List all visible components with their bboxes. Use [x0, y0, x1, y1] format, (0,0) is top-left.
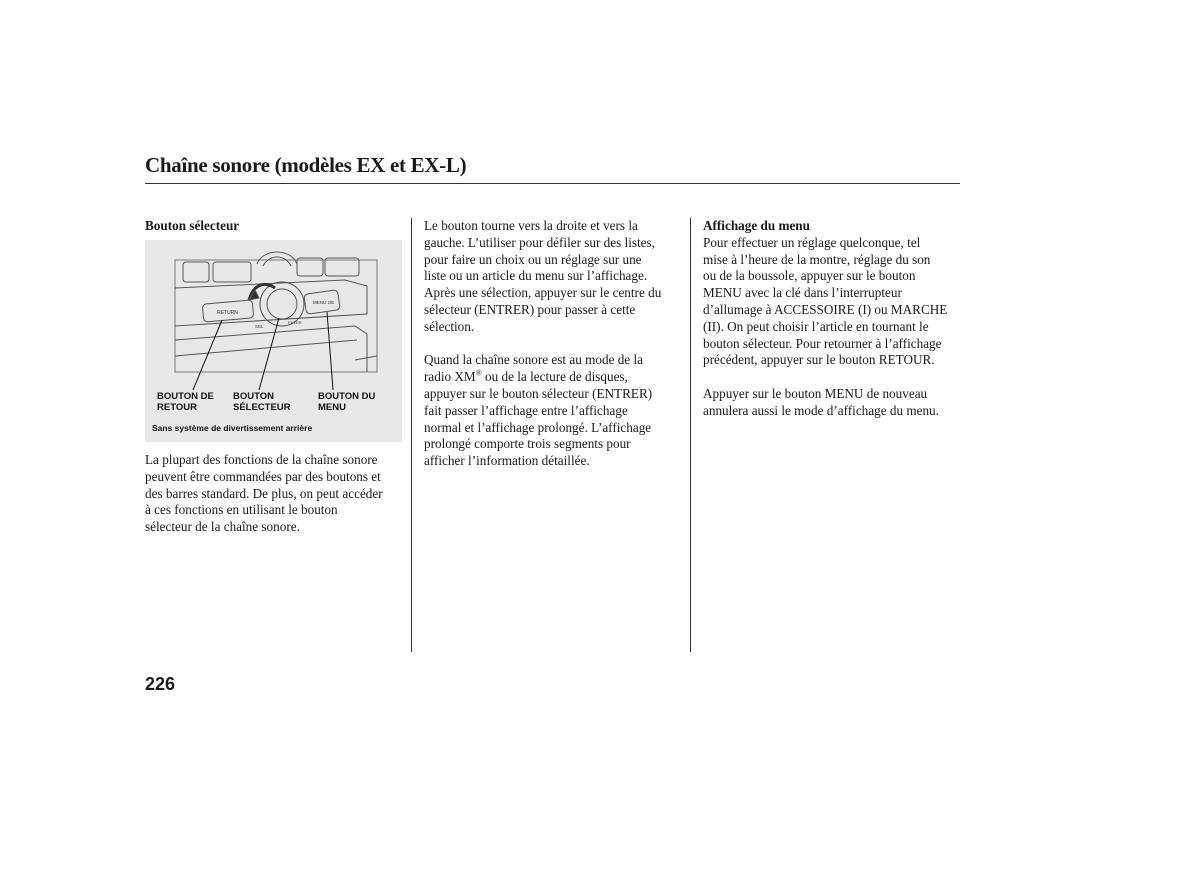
text-line: annulera aussi le mode d’affichage du menu.	[703, 402, 939, 418]
column-divider	[690, 218, 691, 652]
text-line: précédent, appuyer sur le bouton RETOUR.	[703, 352, 935, 368]
text-line: normal et l’affichage prolongé. L’affichage	[424, 419, 652, 435]
text-line: afficher l’information détaillée.	[424, 453, 590, 469]
text-line: appuyer sur le bouton sélecteur (ENTRER)	[424, 385, 653, 401]
section-heading: Bouton sélecteur	[145, 218, 240, 233]
column-1-paragraph	[145, 452, 383, 536]
page-number: 226	[145, 674, 176, 694]
text-line: d’allumage à ACCESSOIRE (I) ou MARCHE	[703, 301, 948, 317]
text-line: gauche. L’utiliser pour défiler sur des listes,	[424, 234, 655, 250]
text-line: Pour effectuer un réglage quelconque, tel	[703, 234, 921, 250]
text-line: sélecteur de la chaîne sonore.	[145, 519, 300, 535]
title-rule	[145, 183, 960, 184]
text-line: fait passer l’affichage entre l’affichage	[424, 402, 628, 418]
text-line: à ces fonctions en utilisant le bouton	[145, 502, 338, 518]
figure-caption: Sans système de divertissement arrière	[152, 423, 313, 433]
text-line: Appuyer sur le bouton MENU de nouveau	[703, 385, 928, 401]
text-line: prolongé comporte trois segments pour	[424, 436, 631, 452]
callout-selector-button: BOUTON SÉLECTEUR	[233, 391, 291, 413]
text-line: peuvent être commandées par des boutons et	[145, 468, 381, 484]
section-heading: Affichage du menu	[703, 218, 810, 233]
registered-mark: ®	[475, 368, 482, 378]
column-2	[424, 218, 661, 470]
column-divider	[411, 218, 412, 652]
callout-return-button: BOUTON DE RETOUR	[157, 391, 214, 413]
text-line: sélecteur (ENTRER) pour passer à cette	[424, 301, 636, 317]
text-line: mise à l’heure de la montre, réglage du son	[703, 251, 931, 267]
text-line: liste ou un article du menu sur l’affichage.	[424, 268, 648, 284]
text-line: MENU avec la clé dans l’interrupteur	[703, 285, 902, 301]
column-1	[145, 218, 239, 235]
page-title: Chaîne sonore (modèles EX et EX-L)	[145, 153, 467, 177]
text-line: pour faire un choix ou un réglage sur une	[424, 251, 642, 267]
text-line: La plupart des fonctions de la chaîne sonore	[145, 452, 378, 467]
return-panel-label: RETURN	[217, 310, 238, 316]
selector-figure	[145, 240, 402, 442]
enter-panel-label: ENTER	[288, 320, 302, 325]
column-3	[703, 218, 947, 420]
text-line: ou de la boussole, appuyer sur le bouton	[703, 268, 916, 284]
text-line: Quand la chaîne sonore est au mode de la	[424, 352, 643, 368]
text-line: radio XM® ou de la lecture de disques,	[424, 368, 628, 385]
text-line: (II). On peut choisir l’article en tournant le	[703, 318, 929, 334]
text-line: Le bouton tourne vers la droite et vers la	[424, 218, 638, 233]
callout-menu-button: BOUTON DU MENU	[318, 391, 376, 413]
text-line: des barres standard. De plus, on peut accéder	[145, 485, 383, 501]
text-line: sélection.	[424, 318, 475, 334]
sel-panel-label: SEL	[255, 324, 264, 329]
menu-panel-label: MENU 2/E	[313, 300, 335, 305]
text-line: bouton sélecteur. Pour retourner à l’affichage	[703, 335, 942, 351]
text-line: Après une sélection, appuyer sur le centre du	[424, 285, 662, 301]
